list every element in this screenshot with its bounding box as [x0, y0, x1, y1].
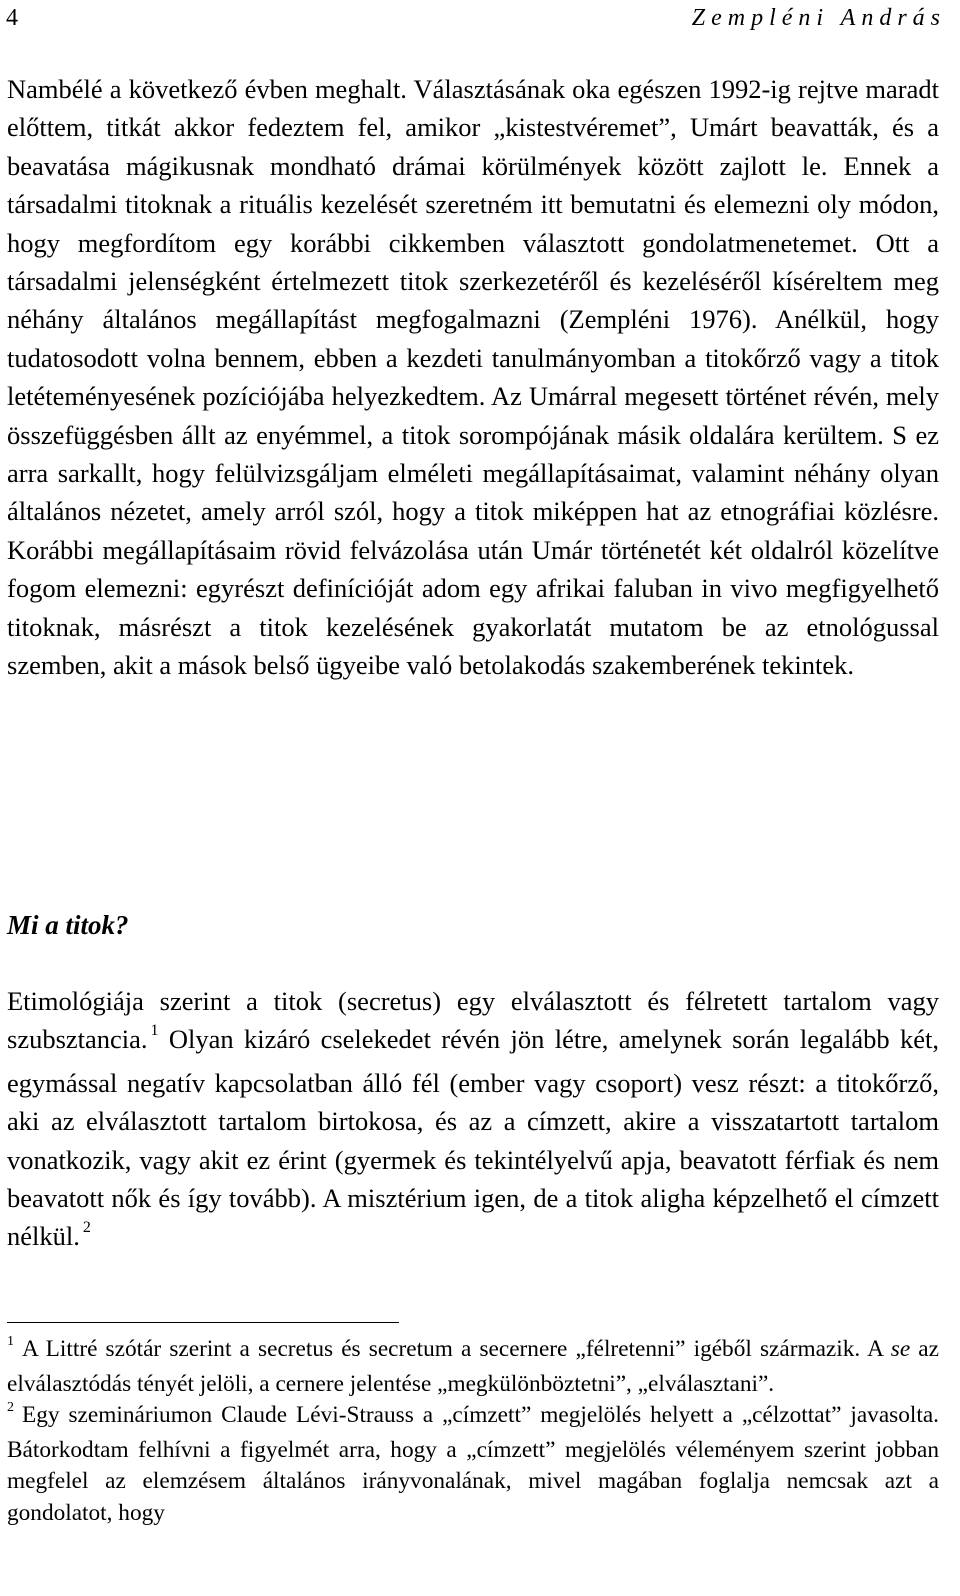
body-paragraph — [7, 982, 939, 1261]
running-head-author: Zempléni András — [691, 5, 946, 31]
footnote-separator — [7, 1322, 399, 1323]
footnote — [7, 1400, 939, 1529]
footnote-number: 2 — [7, 1400, 14, 1416]
footnote-number: 1 — [7, 1334, 14, 1349]
footnote-text: A Littré szótár szerint a secretus és secretum a secernere „félretenni” igéből származik. A — [22, 1336, 891, 1362]
footnote-text: Egy szemináriumon Claude Lévi-Strauss a „címzett” megjelölés helyett a „célzottat” javasolta. Bátorkodtam felhívni a figyelmét arra, hogy a „címzett” megjelölés véleményem szerint jobban megfelel az elemzésem általános irányvonalának, mivel magában foglalja nemcsak azt a gondolatot, hogy — [7, 1402, 939, 1526]
footnotes-section — [7, 1334, 939, 1530]
footnote-reference[interactable]: 1 — [150, 1022, 159, 1040]
section-heading: Mi a titok? — [7, 910, 129, 940]
body-paragraph: Nambélé a következő évben meghalt. Választásának oka egészen 1992-ig rejtve maradt előttem, titkát akkor fedeztem fel, amikor „kistestvéremet”, Umárt beavatták, és a beavatása mágikusnak mondható drámai körülmények között zajlott le. Ennek a társadalmi titoknak a rituális kezelését szeretném itt bemutatni és elemezni oly módon, hogy megfordítom egy korábbi cikkemben választott gondolatmenetemet. Ott a társadalmi jelenségként értelmezett titok szerkezetéről és kezeléséről kíséreltem meg néhány általános megállapítást megfogalmazni (Zempléni 1976). Anélkül, hogy tudatosodott volna bennem, ebben a kezdeti tanulmányomban a titokőrző vagy a titok letéteményesének pozíciójába helyezkedtem. Az Umárral megesett történet révén, mely összefüggésben állt az enyémmel, a titok sorompójának másik oldalára kerültem. S ez arra sarkallt, hogy felülvizsgáljam elméleti megállapításaimat, valamint néhány olyan általános nézetet, amely arról szól, hogy a titok miképpen hat az etnográfiai közlésre. Korábbi megállapításaim rövid felvázolása után Umár történetét két oldalról közelítve fogom elemezni: egyrészt definícióját adom egy afrikai faluban in vivo megfigyelhető titoknak, másrészt a titok kezelésének gyakorlatát mutatom be az etnológussal szemben, akit a mások belső ügyeibe való betolakodás szakemberének tekintek. — [7, 74, 939, 681]
paragraph-text: Etimológiája szerint a titok (secretus) egy elválasztott és félretett tartalom vagy szubsztancia. — [7, 986, 939, 1055]
paragraph-text: Olyan kizáró cselekedet révén jön létre, amelynek során legalább két, egymással negatív kapcsolatban álló fél (ember vagy csoport) vesz részt: a titokőrző, aki az elválasztott tartalom birtokosa, és az a címzett, akire a visszatartott tartalom vonatkozik, vagy akit ez érint (gyermek és tekintélyelvű apja, beavatott férfiak és nem beavatott nők és így tovább). A misztérium igen, de a titok aligha képzelhető el címzett nélkül. — [7, 1024, 939, 1252]
page-number: 4 — [6, 5, 18, 31]
page-header — [6, 3, 946, 33]
footnote-reference[interactable]: 2 — [82, 1219, 91, 1237]
footnote — [7, 1334, 939, 1400]
footnote-text: az elválasztódás tényét jelöli, a cernere jelentése „megkülönböztetni”, „elválasztani”. — [7, 1336, 939, 1397]
footnote-italic-term: se — [890, 1336, 911, 1362]
